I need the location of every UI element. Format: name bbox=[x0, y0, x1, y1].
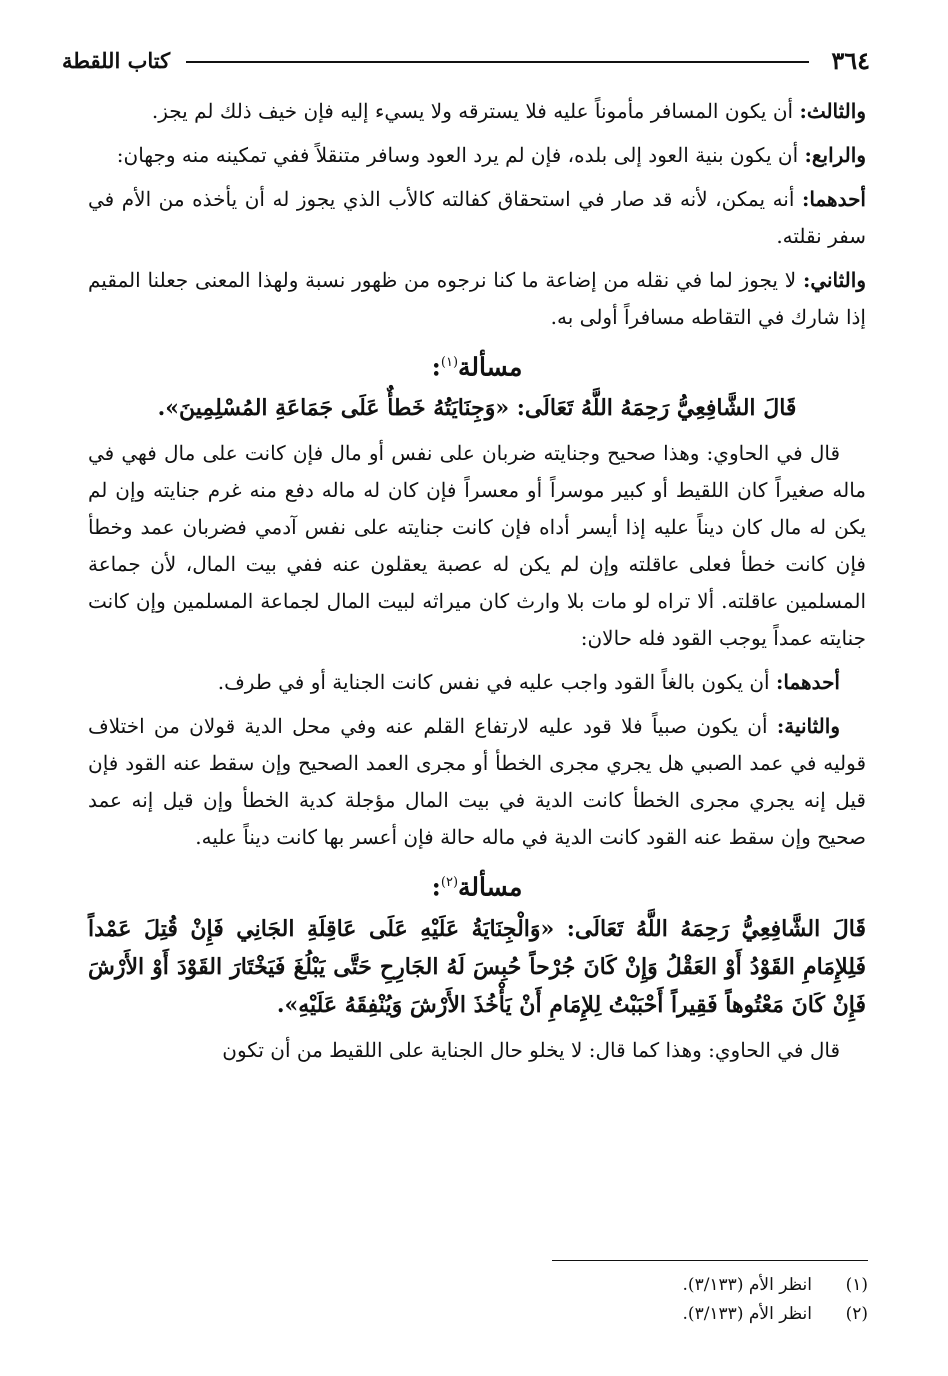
footnotes bbox=[88, 1260, 868, 1329]
paragraph-text: أن يكون بالغاً القود واجب عليه في نفس كانت الجناية أو في طرف. bbox=[217, 670, 776, 695]
footnote-number: (٢) bbox=[845, 1304, 868, 1324]
footnote-ref: (١) bbox=[440, 355, 459, 370]
shafii-quote-1: قَالَ الشَّافِعِيُّ رَحِمَهُ اللَّهُ تَعَالَى: «وَجِنَايَتُهُ خَطأٌ عَلَى جَمَاعَةِ المُسْلِمِينَ». bbox=[157, 395, 797, 422]
hawi-commentary-2: قال في الحاوي: وهذا كما قال: لا يخلو حال الجناية على اللقيط من أن تكون bbox=[222, 1037, 840, 1062]
masala-colon: : bbox=[431, 872, 441, 902]
masala-heading-2 bbox=[88, 863, 866, 907]
paragraph-text: لا يجوز لما في نقله من إضاعة ما كنا نرجوه من ظهور نسبة ولهذا المعنى جعلنا المقيم إذا شارك في التقاطه مسافراً أولى به. bbox=[88, 268, 866, 329]
page-header bbox=[62, 40, 870, 80]
paragraph-lead: والرابع: bbox=[804, 143, 866, 167]
paragraph-lead: أحدهما: bbox=[775, 670, 840, 695]
paragraph-lead: أحدهما: bbox=[801, 187, 866, 211]
footnote-text: انظر الأم (٣/١٣٣). bbox=[682, 1275, 812, 1295]
masala-title: مسألة bbox=[458, 352, 523, 382]
paragraph-second-view bbox=[88, 262, 866, 336]
paragraph-first-case bbox=[88, 664, 866, 701]
hawi-commentary-1: قال في الحاوي: وهذا صحيح وجنايته ضربان على نفس أو مال فإن كانت على مال فهي في ماله صغيراً كان اللقيط أو كبير موسراً أو معسراً فإن كان له ماله دفع منه غرم جنايته وإن لم يكن له مال كان ديناً عليه إذا أيسر أداه فإن كانت جنايته على نفس آدمي فضربان عمد وخطأ فإن كانت خطأ فعلى عاقلته وإن لم يكن له عصبة يعقلون عنه ففي بيت المال، لأن جماعة المسلمين عاقلته. ألا تراه لو مات بلا وارث كان ميراثه لبيت المال لجماعة المسلمين وإن كانت جنايته عمداً يوجب القود فله حالان: bbox=[88, 441, 867, 651]
footnote-ref: (٢) bbox=[440, 875, 459, 891]
main-text bbox=[88, 93, 866, 1076]
footnote-text: انظر الأم (٣/١٣٣). bbox=[682, 1304, 812, 1324]
header-rule bbox=[186, 61, 809, 63]
shafii-quote-2: قَالَ الشَّافِعِيُّ رَحِمَهُ اللَّهُ تَعَالَى: «وَالْجِنَايَةُ عَلَيْهِ عَلَى عَاقِلَةِ الجَانِي فَإِنْ قُتِلَ عَمْداً فَلِلإِمَامِ القَوْدُ أَوْ العَقْلُ وَإِنْ كَانَ جُرْحاً حُبِسَ لَهُ الجَارِحِ حَتَّى يَبْلُغَ فَيَخْتَارَ القَوْدَ أَوْ الأَرْشَ فَإِنْ كَانَ مَعْتُوهاً فَقِيراً أَحْبَبْتُ لِلإِمَامِ أَنْ يَأْخُذَ الأَرْشَ وَيُنْفِقَهُ عَلَيْهِ». bbox=[88, 915, 866, 1018]
paragraph-first-view bbox=[88, 181, 866, 255]
paragraph-lead: والثاني: bbox=[802, 268, 866, 292]
paragraph-fourth-condition bbox=[88, 137, 866, 174]
masala-heading-1 bbox=[88, 343, 866, 387]
paragraph-third-condition bbox=[88, 93, 866, 130]
masala-colon: : bbox=[431, 352, 441, 382]
footnote-number: (١) bbox=[845, 1275, 868, 1295]
book-title: كتاب اللقطة bbox=[62, 47, 171, 73]
footnote-1 bbox=[88, 1271, 868, 1300]
paragraph-text: أنه يمكن، لأنه قد صار في استحقاق كفالته كالأب الذي يجوز له أن يأخذه من الأم في سفر نقلته. bbox=[88, 187, 866, 248]
paragraph-text: أن يكون بنية العود إلى بلده، فإن لم يرد العود وسافر متنقلاً ففي تمكينه منه وجهان: bbox=[116, 143, 805, 167]
paragraph-lead: والثانية: bbox=[776, 714, 840, 739]
page-number: ٣٦٤ bbox=[831, 45, 870, 75]
footnote-2 bbox=[88, 1300, 868, 1329]
masala-title: مسألة bbox=[458, 872, 523, 902]
paragraph-text: أن يكون المسافر مأموناً عليه فلا يسترقه ولا يسيء إليه فإن خيف ذلك لم يجز. bbox=[151, 99, 800, 123]
paragraph-lead: والثالث: bbox=[799, 99, 866, 123]
paragraph-text: أن يكون صبياً فلا قود عليه لارتفاع القلم عنه وفي محل الدية قولان من اختلاف قوليه في عمد الصبي هل يجري مجرى الخطأ أو مجرى العمد الصحيح وإن سقط عنه القود فإن قيل إنه يجري مجرى الخطأ كانت الدية في بيت المال مؤجلة كدية الخطأ وإن قيل إنه عمد صحيح وإن سقط عنه القود كانت الدية في ماله حالة فإن أعسر بها كانت ديناً عليه. bbox=[88, 714, 866, 850]
paragraph-second-case bbox=[88, 708, 866, 856]
footnote-rule bbox=[552, 1260, 868, 1261]
